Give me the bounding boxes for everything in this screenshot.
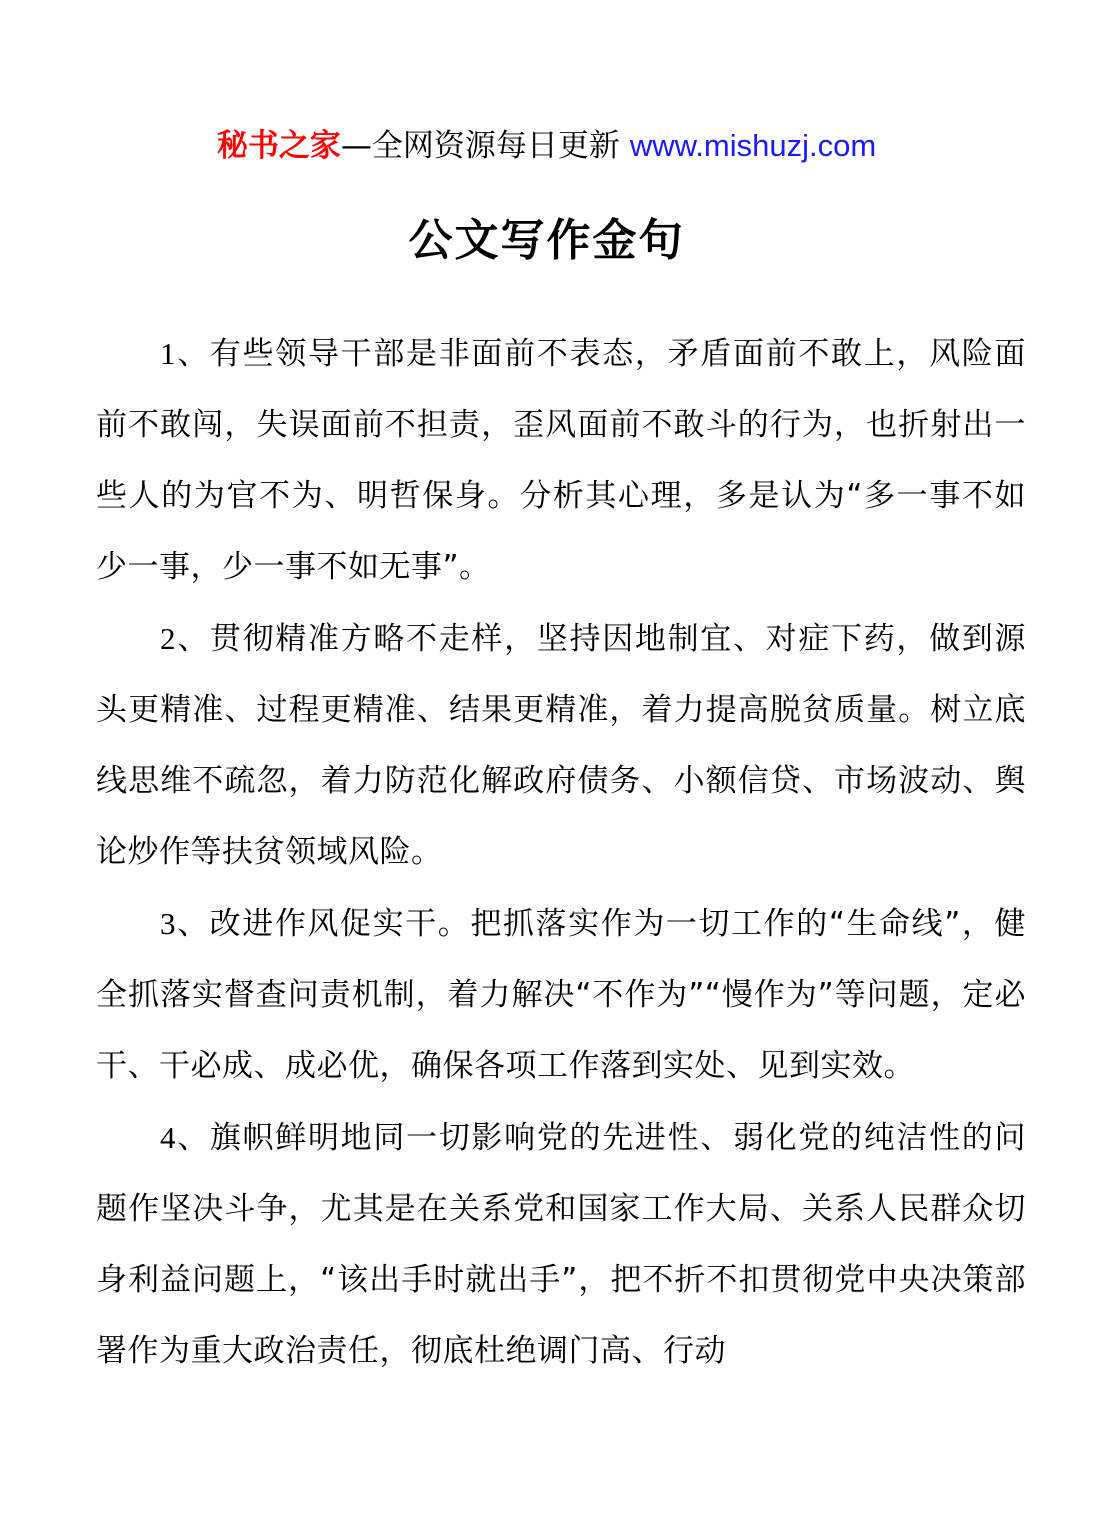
paragraph-text: 、有些领导干部是非面前不表态，矛盾面前不敢上，风险面前不敢闯，失误面前不担责，歪风面前不敢斗的行为，也折射出一些人的为官不为、明哲保身。分析其心理，多是认为“多一事不如少一事，少一事不如无事”。 [96,336,1026,585]
paragraph-1 [96,318,1026,603]
paragraph-number: 4 [160,1120,176,1155]
paragraph-number: 3 [160,906,176,941]
paragraph-number: 1 [160,336,176,371]
paragraph-4 [96,1102,1026,1387]
paragraph-number: 2 [160,621,176,656]
document-body [96,318,1026,1387]
site-brand: 秘书之家 [216,128,341,164]
site-tagline: —全网资源每日更新 [340,128,620,164]
site-header [0,124,1093,168]
paragraph-3 [96,888,1026,1102]
paragraph-text: 、旗帜鲜明地同一切影响党的先进性、弱化党的纯洁性的问题作坚决斗争，尤其是在关系党和国家工作大局、关系人民群众切身利益问题上，“该出手时就出手”，把不折不扣贯彻党中央决策部署作为重大政治责任，彻底杜绝调门高、行动 [96,1120,1026,1369]
paragraph-text: 、贯彻精准方略不走样，坚持因地制宜、对症下药，做到源头更精准、过程更精准、结果更精准，着力提高脱贫质量。树立底线思维不疏忽，着力防范化解政府债务、小额信贷、市场波动、舆论炒作等扶贫领域风险。 [96,621,1026,870]
site-url-link[interactable]: www.mishuzj.com [629,128,877,163]
paragraph-text: 、改进作风促实干。把抓落实作为一切工作的“生命线”，健全抓落实督查问责机制，着力解决“不作为”“慢作为”等问题，定必干、干必成、成必优，确保各项工作落到实处、见到实效。 [96,906,1026,1084]
document-title: 公文写作金句 [408,215,685,266]
paragraph-2 [96,603,1026,888]
